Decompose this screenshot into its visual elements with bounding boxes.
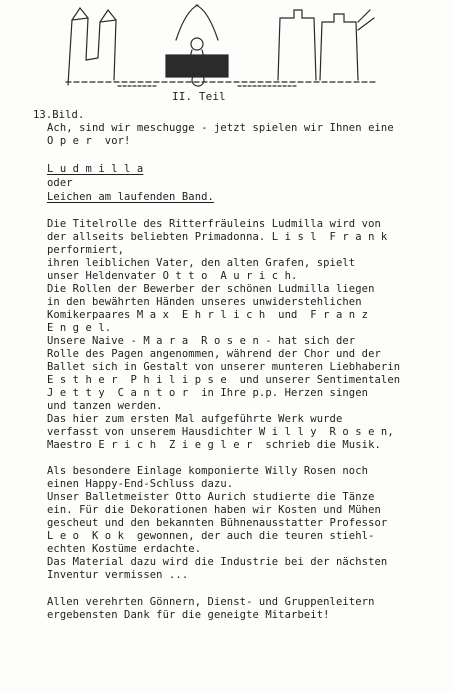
body-line: E s t h e r P h i l i p s e und unserer Sentimentalen [47, 374, 401, 386]
body-line: Maestro E r i c h Z i e g l e r schrieb die Musik. [47, 439, 381, 451]
part-label: II. Teil [172, 90, 226, 103]
body-line: performiert, [47, 244, 125, 256]
body-line: Ballet sich in Gestalt von unserer munteren Liebhaberin [47, 361, 401, 373]
closing-line: ergebensten Dank für die geneigte Mitarbeit! [47, 609, 330, 621]
body-line: Unsere Naive - M a r a R o s e n - hat sich der [47, 335, 356, 347]
body-line: ein. Für die Dekorationen haben wir Kosten und Mühen [47, 504, 381, 516]
body-line: Komikerpaares M a x E h r l i c h und F r a n z [47, 309, 369, 321]
body-line: echten Kostüme erdachte. [47, 543, 202, 555]
opera-title: L u d m i l l a [47, 163, 144, 175]
body-line: E n g e l. [47, 322, 112, 334]
intro-line-2: O p e r vor! [47, 135, 131, 147]
scene-number: 13.Bild. [33, 109, 85, 121]
body-line: unser Heldenvater O t t o A u r i c h. [47, 270, 298, 282]
body-line: der allseits beliebten Primadonna. L i s l F r a n k [47, 231, 388, 243]
body-line: L e o K o k gewonnen, der auch die teuren stiehl- [47, 530, 375, 542]
body-line: in den bewährten Händen unseres unwiderstehlichen [47, 296, 362, 308]
title-oder: oder [47, 177, 73, 189]
body-line: J e t t y C a n t o r in Ihre p.p. Herzen singen [47, 387, 369, 399]
opera-subtitle: Leichen am laufenden Band. [47, 191, 214, 203]
body-line: Unser Balletmeister Otto Aurich studierte die Tänze [47, 491, 375, 503]
body-line: Die Rollen der Bewerber der schönen Ludmilla liegen [47, 283, 375, 295]
castle-ornament-icon [58, 0, 388, 100]
body-line: Rolle des Pagen angenommen, während der Chor und der [47, 348, 381, 360]
body-line: und tanzen werden. [47, 400, 163, 412]
body-line: gescheut und den bekannten Bühnenausstatter Professor [47, 517, 388, 529]
body-line: verfasst von unserem Hausdichter W i l l y R o s e n, [47, 426, 394, 438]
body-line: Das hier zum ersten Mal aufgeführte Werk wurde [47, 413, 343, 425]
body-line: Als besondere Einlage komponierte Willy Rosen noch [47, 465, 369, 477]
body-line: Das Material dazu wird die Industrie bei der nächsten [47, 556, 388, 568]
body-line: Inventur vermissen ... [47, 569, 189, 581]
intro-line-1: Ach, sind wir meschugge - jetzt spielen wir Ihnen eine [47, 122, 394, 134]
body-line: einen Happy-End-Schluss dazu. [47, 478, 234, 490]
body-line: ihren leiblichen Vater, den alten Grafen, spielt [47, 257, 356, 269]
body-line: Die Titelrolle des Ritterfräuleins Ludmilla wird von [47, 218, 381, 230]
closing-line: Allen verehrten Gönnern, Dienst- und Gruppenleitern [47, 596, 375, 608]
